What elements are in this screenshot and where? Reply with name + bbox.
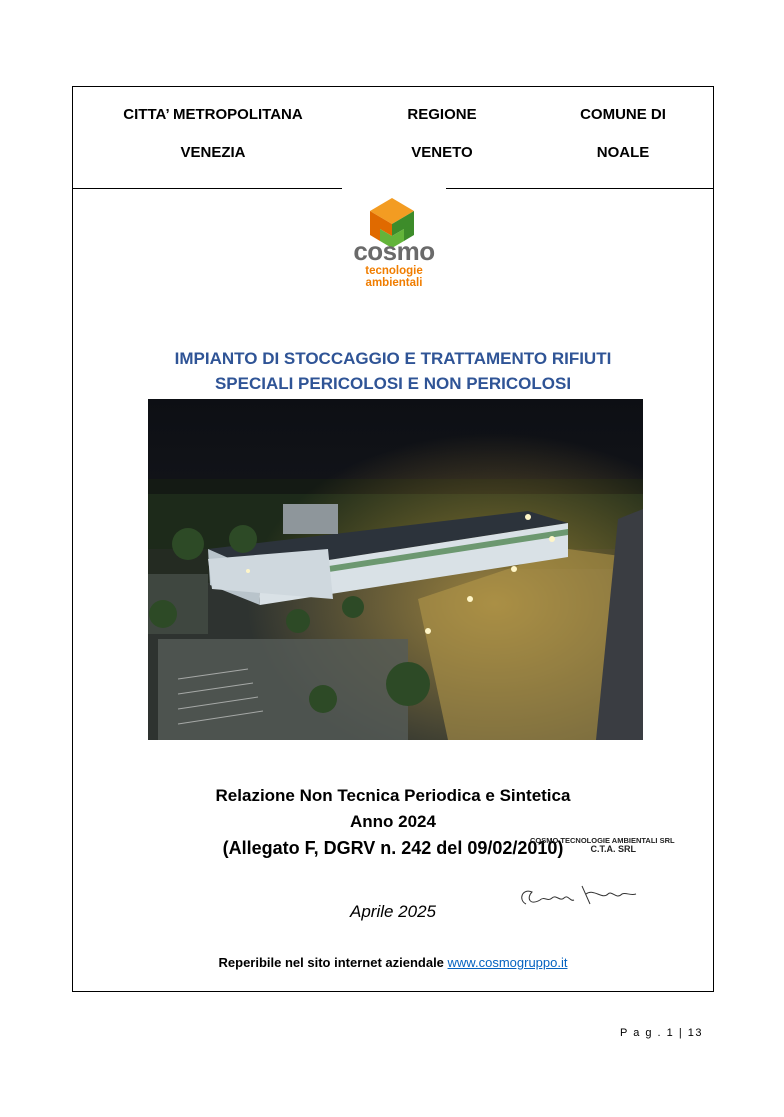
header-left-line1: CITTA’ METROPOLITANA bbox=[123, 106, 303, 123]
header-right-line2: NOALE bbox=[596, 144, 650, 161]
logo-subtitle bbox=[346, 265, 442, 289]
header-left bbox=[100, 104, 326, 180]
company-stamp bbox=[530, 836, 675, 854]
header-right bbox=[556, 104, 690, 180]
availability-note bbox=[73, 955, 713, 970]
availability-text: Reperibile nel sito internet aziendale bbox=[218, 955, 448, 970]
plant-night-photo bbox=[148, 399, 643, 740]
header-divider-right bbox=[446, 188, 714, 189]
header-center-line2: VENETO bbox=[411, 144, 473, 161]
logo-wordmark: cosmo bbox=[353, 236, 435, 266]
document-date: Aprile 2025 bbox=[349, 902, 436, 921]
report-title: Relazione Non Tecnica Periodica e Sintetica bbox=[215, 786, 571, 805]
stamp-line2: C.T.A. SRL bbox=[590, 844, 637, 854]
document-title-line1: IMPIANTO DI STOCCAGGIO E TRATTAMENTO RIFIUTI bbox=[174, 349, 612, 368]
report-reference: (Allegato F, DGRV n. 242 del 09/02/2010) bbox=[222, 838, 564, 858]
header-right-line1: COMUNE DI bbox=[580, 106, 666, 123]
logo-subtitle-line1: tecnologie bbox=[365, 265, 423, 277]
header-center-line1: REGIONE bbox=[407, 106, 477, 123]
report-year: Anno 2024 bbox=[350, 812, 436, 831]
page-number: P a g . 1 | 13 bbox=[620, 1027, 703, 1039]
document-title-line2: SPECIALI PERICOLOSI E NON PERICOLOSI bbox=[214, 374, 572, 393]
website-link[interactable]: www.cosmogruppo.it bbox=[447, 955, 568, 970]
header-left-line2: VENEZIA bbox=[180, 144, 246, 161]
header-center bbox=[372, 104, 512, 180]
header-divider-left bbox=[72, 188, 342, 189]
logo-subtitle-line2: ambientali bbox=[365, 277, 423, 289]
stamp-line1: COSMO TECNOLOGIE AMBIENTALI SRL bbox=[530, 836, 675, 845]
